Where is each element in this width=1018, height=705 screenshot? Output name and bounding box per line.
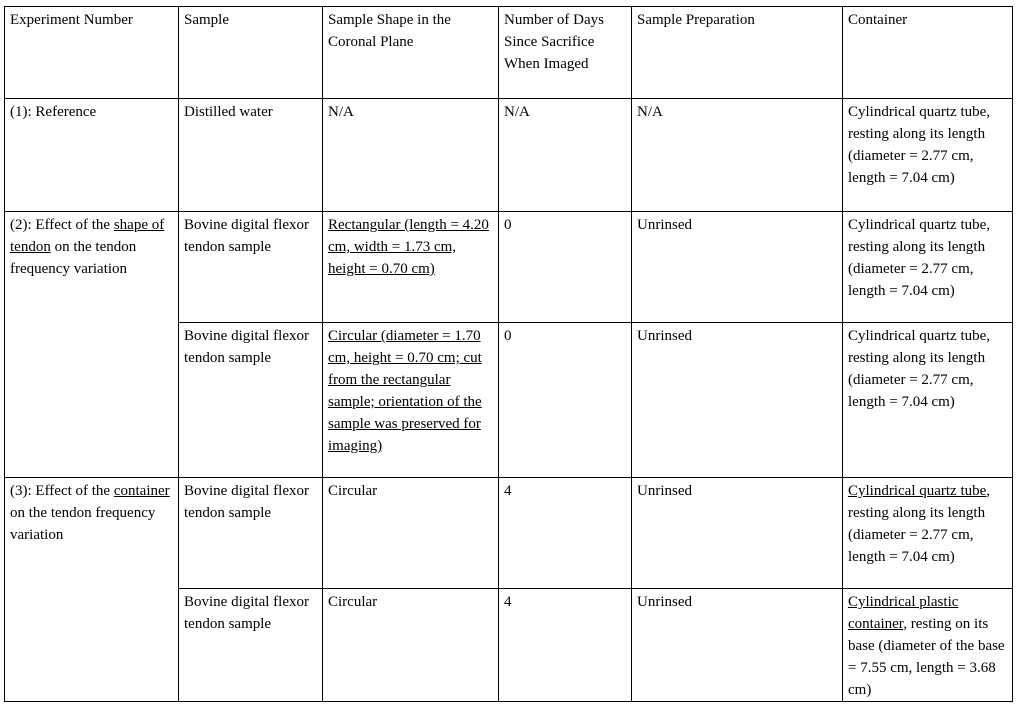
container-underlined: Cylindrical quartz tube — [848, 483, 987, 499]
group-label-post: on the tendon frequency variation — [10, 505, 156, 543]
container-text: , resting along its length (diameter = 2.77 cm, length = 7.04 cm) — [848, 483, 991, 565]
shape-cell: Circular — [323, 589, 499, 702]
container-text: Cylindrical quartz tube, resting along its length (diameter = 2.77 cm, length = 7.04 cm) — [848, 217, 991, 299]
preparation-cell: Unrinsed — [632, 589, 843, 702]
container-cell — [843, 589, 1013, 702]
container-cell — [843, 212, 1013, 323]
table-row — [5, 212, 1013, 323]
preparation-cell: N/A — [632, 99, 843, 212]
sample-cell: Bovine digital flexor tendon sample — [179, 478, 323, 589]
days-cell: 4 — [499, 589, 632, 702]
header-experiment-number: Experiment Number — [5, 7, 179, 99]
shape-cell: N/A — [323, 99, 499, 212]
days-cell: 0 — [499, 323, 632, 478]
shape-underlined: Rectangular (length = 4.20 cm, width = 1.73 cm, height = 0.70 cm) — [328, 217, 489, 277]
sample-cell: Bovine digital flexor tendon sample — [179, 212, 323, 323]
experiment-group-1: (1): Reference — [5, 99, 179, 212]
sample-cell: Bovine digital flexor tendon sample — [179, 323, 323, 478]
container-text: Cylindrical quartz tube, resting along its length (diameter = 2.77 cm, length = 7.04 cm) — [848, 328, 991, 410]
header-sample-shape: Sample Shape in the Coronal Plane — [323, 7, 499, 99]
header-sample-preparation: Sample Preparation — [632, 7, 843, 99]
group-label-pre: (3): Effect of the — [10, 483, 114, 499]
days-cell: 0 — [499, 212, 632, 323]
preparation-cell: Unrinsed — [632, 212, 843, 323]
experiment-table — [4, 6, 1013, 702]
container-cell — [843, 478, 1013, 589]
group-label-post: on the tendon frequency variation — [10, 239, 137, 277]
table-row — [5, 99, 1013, 212]
container-cell — [843, 323, 1013, 478]
sample-cell: Distilled water — [179, 99, 323, 212]
header-container: Container — [843, 7, 1013, 99]
experiment-group-2 — [5, 212, 179, 478]
shape-underlined: Circular (diameter = 1.70 cm, height = 0.70 cm; cut from the rectangular sample; orientation of the sample was preserved for imaging) — [328, 328, 482, 454]
container-text: , resting on its base (diameter of the base = 7.55 cm, length = 3.68 cm) — [848, 616, 1005, 698]
preparation-cell: Unrinsed — [632, 478, 843, 589]
container-text: Cylindrical quartz tube, resting along its length (diameter = 2.77 cm, length = 7.04 cm) — [848, 104, 991, 186]
container-cell — [843, 99, 1013, 212]
shape-cell: Circular — [323, 478, 499, 589]
group-label-underlined: shape of tendon — [10, 217, 165, 255]
group-label-underlined: container — [113, 483, 170, 499]
days-cell: 4 — [499, 478, 632, 589]
experiment-group-3 — [5, 478, 179, 702]
group-label-pre: (2): Effect of the — [10, 217, 114, 233]
table-row — [5, 478, 1013, 589]
days-cell: N/A — [499, 99, 632, 212]
sample-cell: Bovine digital flexor tendon sample — [179, 589, 323, 702]
header-row — [5, 7, 1013, 99]
shape-cell — [323, 323, 499, 478]
header-sample: Sample — [179, 7, 323, 99]
header-days-since-sacrifice: Number of Days Since Sacrifice When Imaged — [499, 7, 632, 99]
preparation-cell: Unrinsed — [632, 323, 843, 478]
shape-cell — [323, 212, 499, 323]
container-underlined: Cylindrical plastic container — [848, 594, 959, 632]
